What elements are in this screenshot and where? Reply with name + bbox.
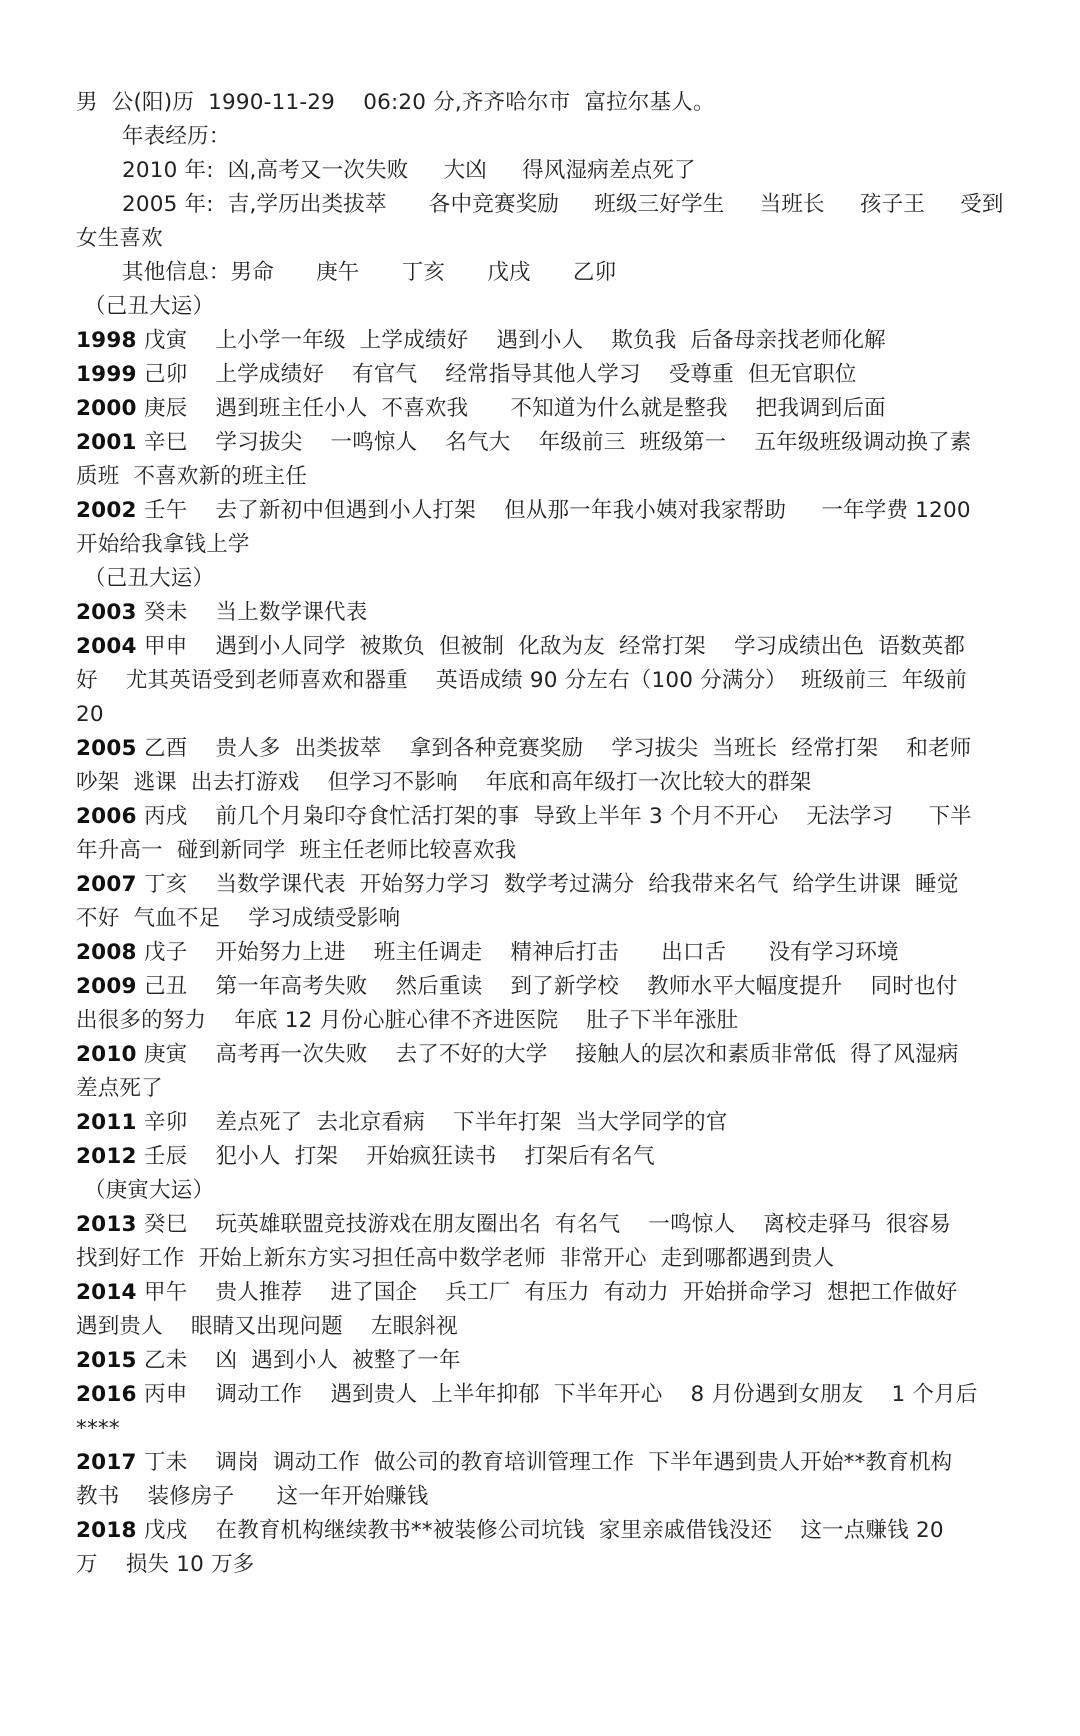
year-entry-2007: [76, 868, 976, 936]
entry-text: 甲申 遇到小人同学 被欺负 但被制 化敌为友 经常打架 学习成绩出色 语数英都: [144, 634, 966, 659]
entry-year: 2007: [76, 872, 137, 897]
birth-info-line: 男 公(阳)历 1990-11-29 06:20 分,齐齐哈尔市 富拉尔基人。: [76, 90, 715, 115]
summary-2005-line2: 女生喜欢: [76, 226, 163, 251]
entry-text: 庚寅 高考再一次失败 去了不好的大学 接触人的层次和素质非常低 得了风湿病: [144, 1042, 959, 1067]
entry-text-continued: 不好 气血不足 学习成绩受影响: [76, 906, 401, 931]
year-entry-1998: [76, 324, 976, 358]
entry-year: 2016: [76, 1382, 137, 1407]
year-entry-2005: [76, 732, 976, 800]
entry-year: 2010: [76, 1042, 137, 1067]
entry-year: 2001: [76, 430, 137, 455]
entry-text-continued: 开始给我拿钱上学: [76, 532, 250, 557]
entry-year: 2006: [76, 804, 137, 829]
entry-text: 戊寅 上小学一年级 上学成绩好 遇到小人 欺负我 后备母亲找老师化解: [144, 328, 886, 353]
entry-text: 辛卯 差点死了 去北京看病 下半年打架 当大学同学的官: [144, 1110, 728, 1135]
summary-2005-line1: 2005 年: 吉,学历出类拔萃 各中竞赛奖励 班级三好学生 当班长 孩子王 受到: [122, 192, 1004, 217]
entry-text: 戊戌 在教育机构继续教书**被装修公司坑钱 家里亲戚借钱没还 这一点赚钱 20: [144, 1518, 944, 1543]
entry-text-continued: 吵架 逃课 出去打游戏 但学习不影响 年底和高年级打一次比较大的群架: [76, 770, 812, 795]
year-entry-2012: [76, 1140, 976, 1174]
entry-year: 1999: [76, 362, 137, 387]
entry-text: 庚辰 遇到班主任小人 不喜欢我 不知道为什么就是整我 把我调到后面: [144, 396, 886, 421]
entry-year: 2014: [76, 1280, 137, 1305]
entry-text: 丙申 调动工作 遇到贵人 上半年抑郁 下半年开心 8 月份遇到女朋友 1 个月后: [144, 1382, 978, 1407]
entry-text: 辛巳 学习拔尖 一鸣惊人 名气大 年级前三 班级第一 五年级班级调动换了素: [144, 430, 972, 455]
entry-text-continued: 好 尤其英语受到老师喜欢和器重 英语成绩 90 分左右（100 分满分） 班级前三 年级前: [76, 668, 968, 693]
entry-text-continued: 差点死了: [76, 1076, 163, 1101]
entry-text: 乙酉 贵人多 出类拔萃 拿到各种竞赛奖励 学习拔尖 当班长 经常打架 和老师: [144, 736, 972, 761]
document-page: [76, 86, 1004, 1582]
entry-text-continued: 质班 不喜欢新的班主任: [76, 464, 308, 489]
entry-text-continued: 找到好工作 开始上新东方实习担任高中数学老师 非常开心 走到哪都遇到贵人: [76, 1246, 835, 1271]
timeline-label: 年表经历：: [122, 124, 231, 149]
entry-year: 2015: [76, 1348, 137, 1373]
other-info-line: 其他信息：男命 庚午 丁亥 戊戌 乙卯: [122, 260, 617, 285]
year-entry-2004: [76, 630, 976, 732]
luck-period-heading: （己丑大运）: [84, 566, 215, 591]
entry-year: 1998: [76, 328, 137, 353]
luck-period-heading: （己丑大运）: [84, 294, 215, 319]
entry-text: 癸巳 玩英雄联盟竞技游戏在朋友圈出名 有名气 一鸣惊人 离校走驿马 很容易: [144, 1212, 951, 1237]
entry-year: 2004: [76, 634, 137, 659]
entry-text-continued: 出很多的努力 年底 12 月份心脏心律不齐进医院 肚子下半年涨肚: [76, 1008, 739, 1033]
summary-2010: 2010 年: 凶,高考又一次失败 大凶 得风湿病差点死了: [122, 158, 696, 183]
entry-year: 2008: [76, 940, 137, 965]
year-entry-2000: [76, 392, 976, 426]
luck-period-heading: （庚寅大运）: [84, 1178, 215, 1203]
year-entry-2002: [76, 494, 976, 562]
entry-year: 2017: [76, 1450, 137, 1475]
entry-year: 2002: [76, 498, 137, 523]
entry-text: 丙戌 前几个月枭印夺食忙活打架的事 导致上半年 3 个月不开心 无法学习 下半: [144, 804, 972, 829]
entry-text: 壬午 去了新初中但遇到小人打架 但从那一年我小姨对我家帮助 一年学费 1200: [144, 498, 971, 523]
entry-text-continued: 万 损失 10 万多: [76, 1552, 255, 1577]
year-entry-2010: [76, 1038, 976, 1106]
entry-text: 戊子 开始努力上进 班主任调走 精神后打击 出口舌 没有学习环境: [144, 940, 899, 965]
year-entry-2013: [76, 1208, 976, 1276]
year-entry-2001: [76, 426, 976, 494]
year-entry-2017: [76, 1446, 976, 1514]
entry-year: 2003: [76, 600, 137, 625]
entry-text-continued: ****: [76, 1416, 120, 1441]
entry-text: 己丑 第一年高考失败 然后重读 到了新学校 教师水平大幅度提升 同时也付: [144, 974, 958, 999]
entry-year: 2009: [76, 974, 137, 999]
entry-year: 2013: [76, 1212, 137, 1237]
entry-text-continued: 教书 装修房子 这一年开始赚钱: [76, 1484, 429, 1509]
entry-year: 2000: [76, 396, 137, 421]
entry-text-continued: 年升高一 碰到新同学 班主任老师比较喜欢我: [76, 838, 517, 863]
year-entry-2006: [76, 800, 976, 868]
year-entry-2015: [76, 1344, 976, 1378]
entry-year: 2012: [76, 1144, 137, 1169]
entry-text: 甲午 贵人推荐 进了国企 兵工厂 有压力 有动力 开始拼命学习 想把工作做好: [144, 1280, 958, 1305]
year-entry-2014: [76, 1276, 976, 1344]
entry-text: 壬辰 犯小人 打架 开始疯狂读书 打架后有名气: [144, 1144, 655, 1169]
entry-year: 2011: [76, 1110, 137, 1135]
year-entry-2003: [76, 596, 976, 630]
entry-text: 乙未 凶 遇到小人 被整了一年: [144, 1348, 461, 1373]
entry-text: 丁亥 当数学课代表 开始努力学习 数学考过满分 给我带来名气 给学生讲课 睡觉: [144, 872, 959, 897]
entry-text-continued: 遇到贵人 眼睛又出现问题 左眼斜视: [76, 1314, 458, 1339]
year-entry-2009: [76, 970, 976, 1038]
entry-text: 癸未 当上数学课代表: [144, 600, 368, 625]
year-entry-2016: [76, 1378, 976, 1446]
year-entry-2008: [76, 936, 976, 970]
entry-year: 2005: [76, 736, 137, 761]
entry-text: 丁未 调岗 调动工作 做公司的教育培训管理工作 下半年遇到贵人开始**教育机构: [144, 1450, 953, 1475]
entry-text-continued: 20: [76, 702, 104, 727]
entry-text: 己卯 上学成绩好 有官气 经常指导其他人学习 受尊重 但无官职位: [144, 362, 857, 387]
entry-year: 2018: [76, 1518, 137, 1543]
year-entry-2018: [76, 1514, 976, 1582]
year-entry-2011: [76, 1106, 976, 1140]
year-entry-1999: [76, 358, 976, 392]
